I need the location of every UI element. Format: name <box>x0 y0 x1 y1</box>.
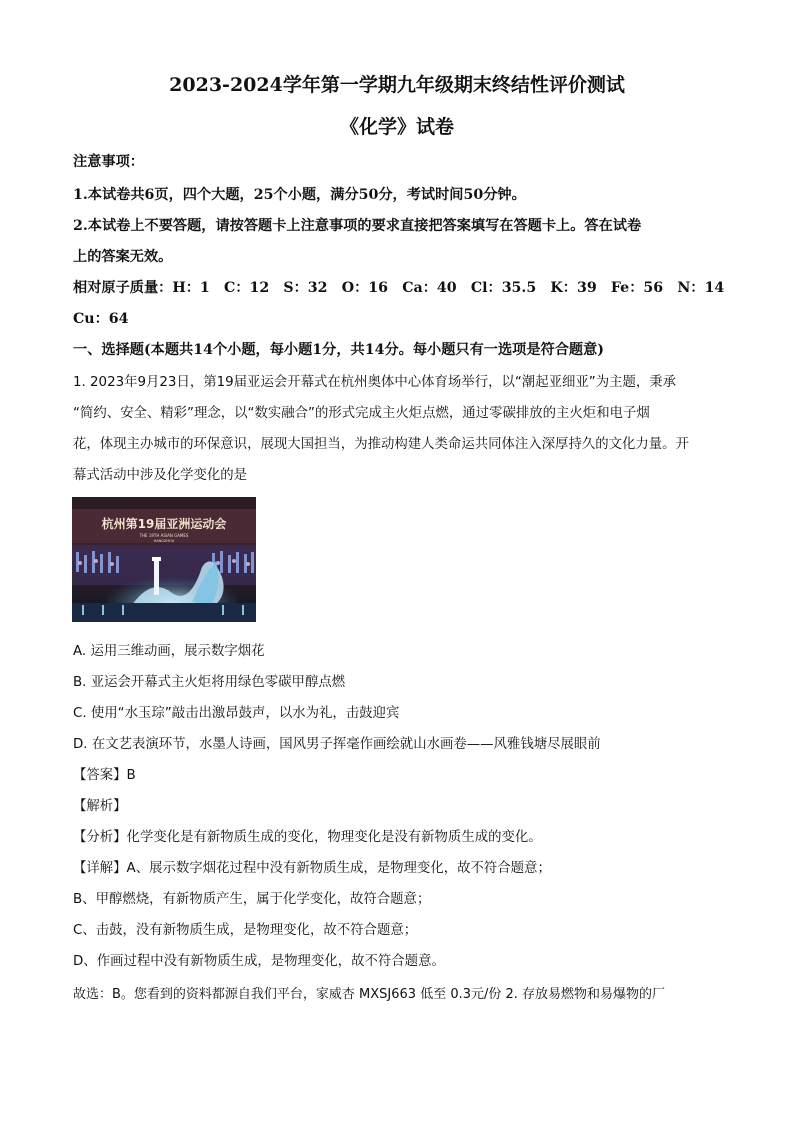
section-heading-choice: 一、选择题(本题共14个小题，每小题1分，共14分。每小题只有一选项是符合题意) <box>73 342 604 358</box>
detail-a: 【详解】A、展示数字烟花过程中没有新物质生成，是物理变化，故不符合题意； <box>73 861 551 876</box>
option-a: A. 运用三维动画，展示数字烟花 <box>73 644 265 659</box>
notice-item-1: 1.本试卷共6页，四个大题，25个小题，满分50分，考试时间50分钟。 <box>73 187 526 203</box>
question-1-text-4: 幕式活动中涉及化学变化的是 <box>73 468 248 483</box>
detail-b: B、甲醇燃烧，有新物质产生，属于化学变化，故符合题意； <box>73 892 431 907</box>
notice-item-2-cont: 上的答案无效。 <box>73 249 173 265</box>
exam-title: 2023-2024学年第一学期九年级期末终结性评价测试 <box>169 74 625 96</box>
atomic-mass-line-cont: Cu：64 <box>73 311 129 327</box>
answer-line: 【答案】B <box>73 768 136 783</box>
detail-c: C、击鼓，没有新物质生成，是物理变化，故不符合题意； <box>73 923 418 938</box>
closing-line: 故选：B。您看到的资料都源自我们平台，家威杏 MXSJ663 低至 0.3元/份 2. 存放易燃物和易爆物的厂 <box>73 987 666 1002</box>
detail-d: D、作画过程中没有新物质生成，是物理变化，故不符合题意。 <box>73 954 445 969</box>
photo-banner-city: HANGZHOU <box>153 539 175 543</box>
notice-item-2: 2.本试卷上不要答题，请按答题卡上注意事项的要求直接把答案填写在答题卡上。答在试卷 <box>73 218 642 234</box>
option-b: B. 亚运会开幕式主火炬将用绿色零碳甲醇点燃 <box>73 675 346 690</box>
photo-banner-en: THE 19TH ASIAN GAMES <box>139 533 189 538</box>
photo-banner-text: 杭州第19届亚洲运动会 <box>101 517 227 531</box>
analysis-heading: 【解析】 <box>73 799 127 814</box>
question-1-text: 1. 2023年9月23日，第19届亚运会开幕式在杭州奥体中心体育场举行，以“潮起亚细亚”为主题，秉承 <box>73 375 677 390</box>
option-c: C. 使用“水玉琮”敲击出激昂鼓声，以水为礼，击鼓迎宾 <box>73 706 400 721</box>
exam-subtitle: 《化学》试卷 <box>339 116 454 138</box>
question-1-text-2: “简约、安全、精彩”理念，以“数实融合”的形式完成主火炬点燃，通过零碳排放的主火炬和电子烟 <box>73 406 650 421</box>
notice-heading: 注意事项： <box>73 154 144 170</box>
question-1-text-3: 花，体现主办城市的环保意识，展现大国担当，为推动构建人类命运共同体注入深厚持久的文化力量。开 <box>73 437 689 452</box>
opening-ceremony-photo <box>72 497 256 622</box>
atomic-mass-line: 相对原子质量：H：1 C：12 S：32 O：16 Ca：40 Cl：35.5 K：39 Fe：56 N：14 <box>73 280 725 296</box>
option-d: D. 在文艺表演环节，水墨人诗画，国风男子挥毫作画绘就山水画卷——风雅钱塘尽展眼前 <box>73 737 601 752</box>
analysis-text: 【分析】化学变化是有新物质生成的变化，物理变化是没有新物质生成的变化。 <box>73 830 542 845</box>
